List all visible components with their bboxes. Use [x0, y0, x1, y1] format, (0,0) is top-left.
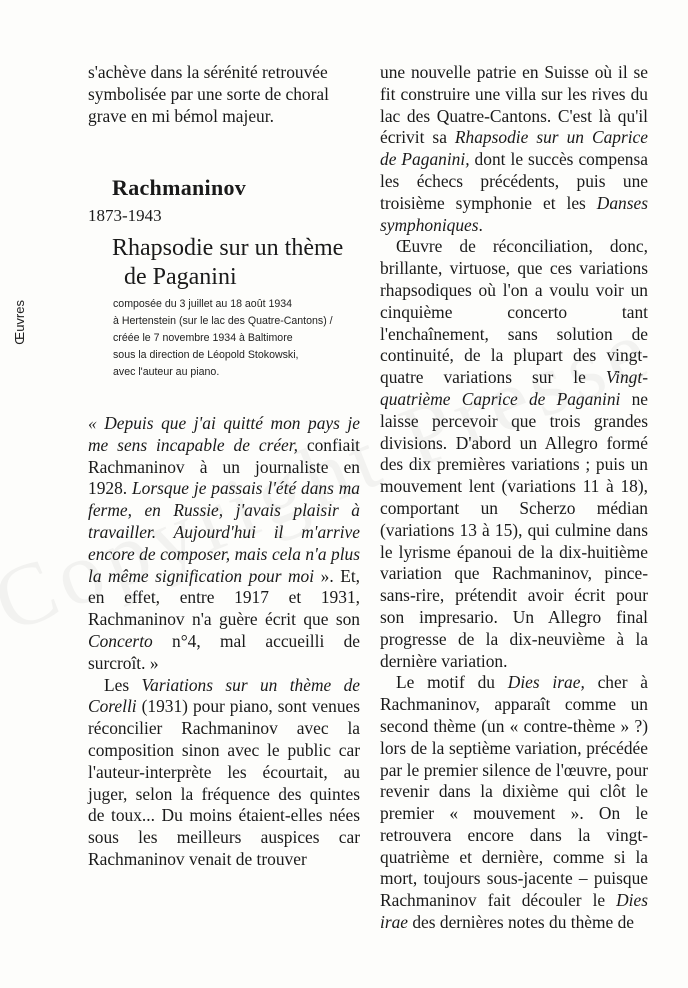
body-paragraph: une nouvelle patrie en Suisse où il se fit construire une villa sur les rives du lac des Quatre-Cantons. C'est là qu'il écrivit sa Rhapsodie sur un Caprice de Paganini, dont le succès compensa les échecs précédents, puis une troisième symphonie et les Danses symphoniques. [380, 62, 648, 235]
caption-line: avec l'auteur au piano. [113, 366, 220, 378]
composer-dates: 1873-1943 [88, 206, 162, 225]
work-caption [113, 296, 373, 381]
work-title [112, 234, 372, 292]
left-column-body [88, 413, 360, 871]
section-side-label: Œuvres [12, 300, 27, 345]
body-paragraph: Le motif du Dies irae, cher à Rachmaninov, apparaît comme un second thème (un « contre-thème » ?) lors de la septième variation, précédée par le premier silence de l'œuvre, pour revenir dans la dixième qui clôt le premier « mouvement ». On le retrouvera encore dans la vingt-quatrième et dernière, comme si la mort, toujours sous-jacente – puisque Rachmaninov fait découler le Dies irae des dernières notes du thème de [380, 672, 649, 933]
body-paragraph: Œuvre de réconciliation, donc, brillante, virtuose, que ces variations rhapsodiques où l'on a voulu voir un cinquième concerto tant l'enchaînement, sans solution de continuité, de la plupart des vingt-quatre variations sur le Vingt-quatrième Caprice de Paganini ne laisse percevoir que trois grandes divisions. D'abord un Allegro formé des dix premières variations ; puis un mouvement lent (variations 11 à 18), comportant un Scherzo médian (variations 13 à 15), qui culmine dans le lyrisme épanoui de la dix-huitième variation que Rachmaninov, pince-sans-rire, prétendit avoir écrit pour son impresario. Un Allegro final progresse de la dix-neuvième à la dernière variation. [380, 236, 649, 671]
caption-line: sous la direction de Léopold Stokowski, [113, 349, 299, 361]
work-title-line: Rhapsodie sur un thème [112, 235, 344, 261]
right-column-body [380, 62, 648, 934]
caption-line: composée du 3 juillet au 18 août 1934 [113, 298, 293, 310]
work-title-line: de Paganini [124, 264, 237, 290]
body-paragraph: Les Variations sur un thème de Corelli (1931) pour piano, sont venues réconcilier Rachmaninov avec la composition sinon avec le public car l'auteur-interprète les écourtait, au juger, selon la fréquence des quintes de toux... Du moins étaient-elles nées sous les meilleurs auspices car Rachmaninov venait de trouver [88, 674, 360, 869]
caption-line: à Hertenstein (sur le lac des Quatre-Cantons) / [113, 315, 333, 327]
caption-line: créée le 7 novembre 1934 à Baltimore [113, 332, 293, 344]
composer-name: Rachmaninov [112, 175, 247, 200]
intro-line: grave en mi bémol majeur. [88, 105, 274, 126]
body-paragraph: « Depuis que j'ai quitté mon pays je me sens incapable de créer, confiait Rachmaninov à un journaliste en 1928. Lorsque je passais l'été dans ma ferme, en Russie, j'avais plaisir à travailler. Aujourd'hui il m'arrive encore de composer, mais cela n'a plus la même signification pour moi ». Et, en effet, entre 1917 et 1931, Rachmaninov n'a guère écrit que son Concerto n°4, mal accueilli de surcroît. » [88, 413, 361, 673]
intro-paragraph [88, 62, 360, 127]
intro-line: symbolisée par une sorte de choral [88, 83, 329, 104]
intro-line: s'achève dans la sérénité retrouvée [88, 62, 328, 82]
